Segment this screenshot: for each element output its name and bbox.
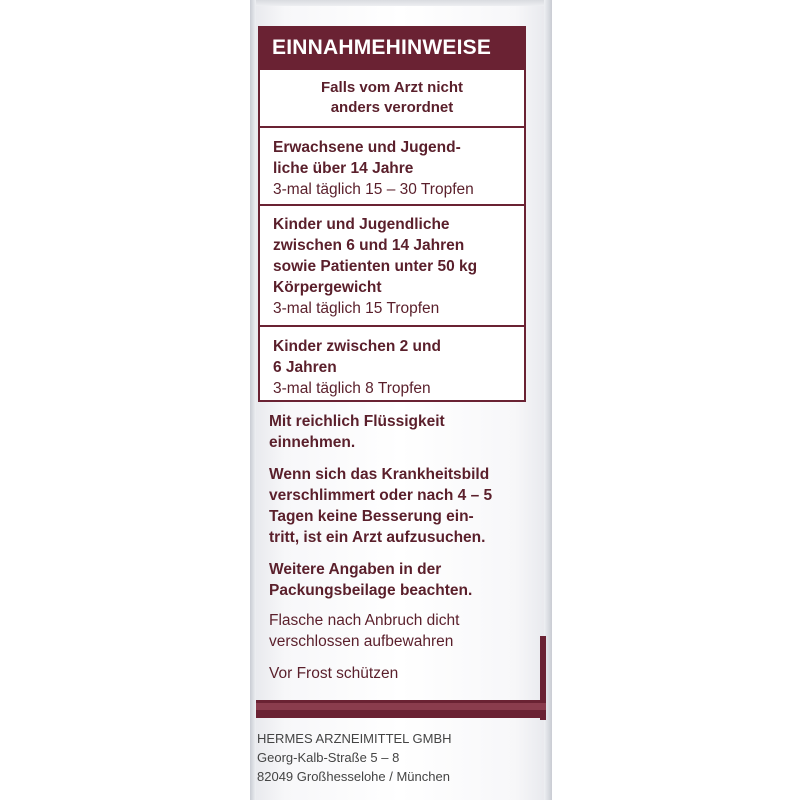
dosage-row-children-2-6 bbox=[260, 327, 524, 400]
dosage-header bbox=[258, 26, 526, 70]
note-frost: Vor Frost schützen bbox=[269, 665, 399, 682]
group-line: 6 Jahren bbox=[273, 359, 337, 376]
group-line: Kinder zwischen 2 und bbox=[273, 338, 441, 355]
dose-line: 3-mal täglich 8 Tropfen bbox=[273, 380, 431, 397]
manufacturer-city: 82049 Großhesselohe / München bbox=[257, 769, 450, 784]
group-line: Kinder und Jugendliche bbox=[273, 216, 450, 233]
manufacturer-street: Georg-Kalb-Straße 5 – 8 bbox=[257, 750, 400, 765]
manufacturer-address bbox=[257, 729, 537, 786]
usage-notes bbox=[269, 411, 539, 684]
intro-line: Falls vom Arzt nicht bbox=[321, 79, 463, 96]
note-doctor: verschlimmert oder nach 4 – 5 bbox=[269, 487, 493, 504]
note-storage: Flasche nach Anbruch dicht bbox=[269, 612, 460, 629]
dosage-row-children-6-14 bbox=[260, 206, 524, 327]
note-doctor: Wenn sich das Krankheitsbild bbox=[269, 466, 490, 483]
note-fluid: Mit reichlich Flüssigkeit bbox=[269, 413, 445, 430]
intro-line: anders verordnet bbox=[330, 99, 454, 116]
group-line: Erwachsene und Jugend- bbox=[273, 139, 461, 156]
dosage-intro-row bbox=[260, 70, 524, 128]
group-line: sowie Patienten unter 50 kg bbox=[273, 258, 478, 275]
accent-footer-band-highlight bbox=[256, 703, 546, 710]
note-leaflet: Packungsbeilage beachten. bbox=[269, 582, 473, 599]
note-doctor: Tagen keine Besserung ein- bbox=[269, 508, 474, 525]
note-leaflet: Weitere Angaben in der bbox=[269, 561, 442, 578]
note-fluid: einnehmen. bbox=[269, 434, 356, 451]
dosage-table bbox=[258, 70, 526, 402]
note-storage: verschlossen aufbewahren bbox=[269, 633, 454, 650]
dose-line: 3-mal täglich 15 Tropfen bbox=[273, 300, 440, 317]
group-line: Körpergewicht bbox=[273, 279, 382, 296]
header-title: EINNAHMEHINWEISE bbox=[272, 36, 492, 59]
note-doctor: tritt, ist ein Arzt aufzusuchen. bbox=[269, 529, 486, 546]
dose-line: 3-mal täglich 15 – 30 Tropfen bbox=[273, 181, 474, 198]
dosage-row-adults bbox=[260, 128, 524, 206]
group-line: liche über 14 Jahre bbox=[273, 160, 414, 177]
manufacturer-name: HERMES ARZNEIMITTEL GMBH bbox=[257, 731, 452, 746]
group-line: zwischen 6 und 14 Jahren bbox=[273, 237, 465, 254]
